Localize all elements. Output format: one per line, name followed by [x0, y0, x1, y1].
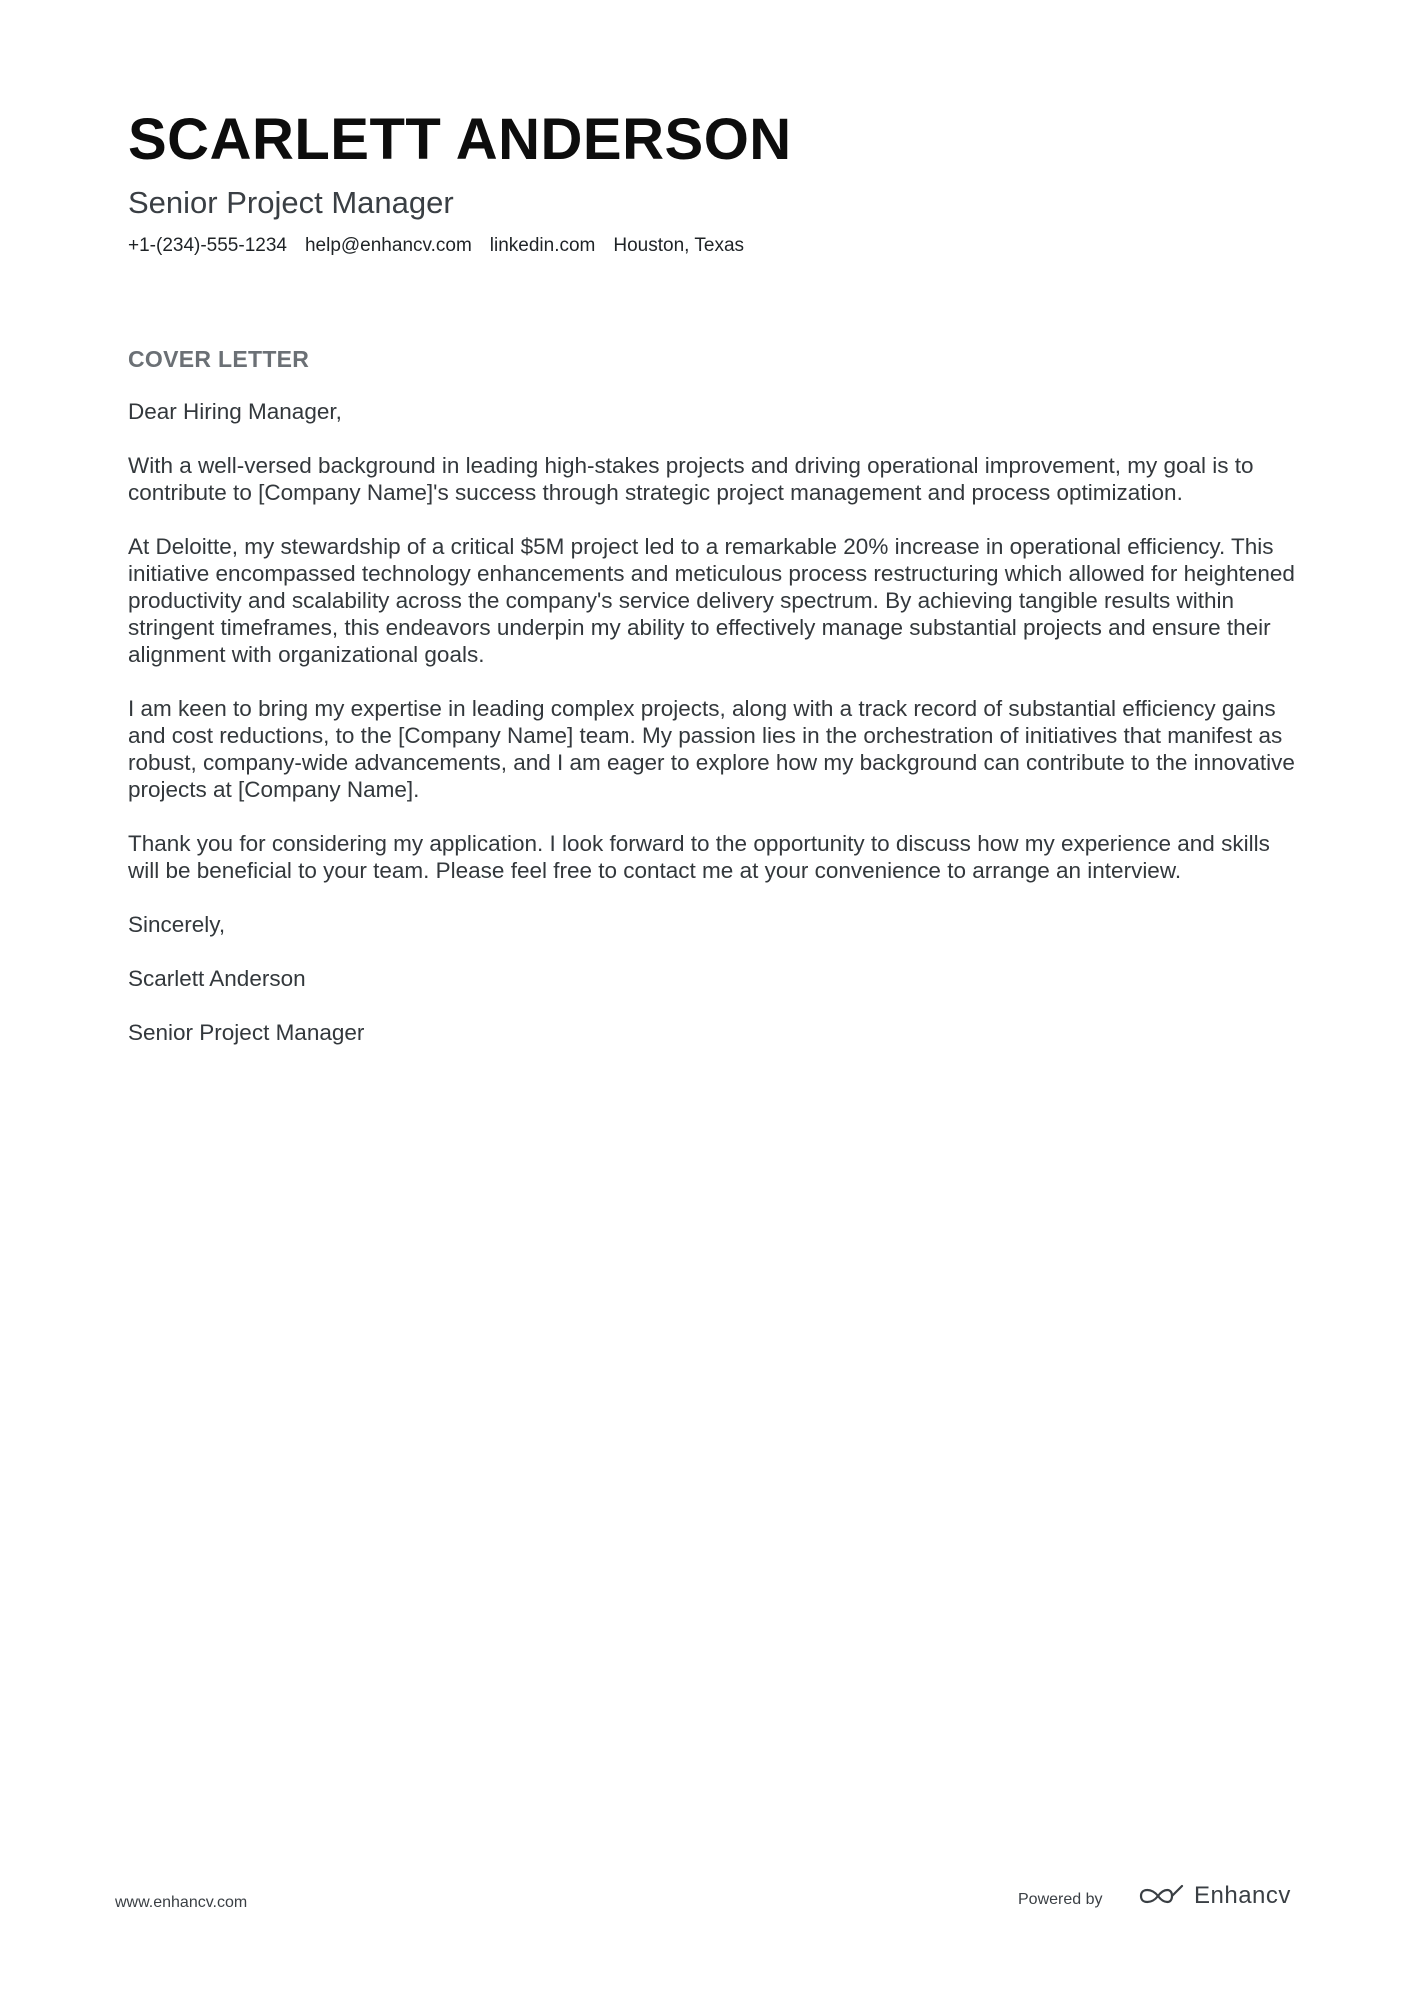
candidate-role: Senior Project Manager [128, 185, 454, 220]
letter-body [128, 398, 1303, 1073]
letter-paragraph: Thank you for considering my application. I look forward to the opportunity to discuss how my experience and skills will be beneficial to your team. Please feel free to contact me at your convenience to arrange an interview. [128, 831, 1270, 883]
signature-name: Scarlett Anderson [128, 966, 306, 991]
footer-website: www.enhancv.com [115, 1894, 248, 1911]
contact-linkedin: linkedin.com [489, 235, 596, 256]
contact-location: Houston, Texas [613, 235, 745, 256]
salutation: Dear Hiring Manager, [128, 399, 342, 424]
enhancv-infinity-logo-icon [1138, 1883, 1186, 1909]
signature-title: Senior Project Manager [128, 1020, 365, 1045]
contact-info [128, 235, 744, 258]
contact-email: help@enhancv.com [304, 235, 472, 256]
letter-paragraph: At Deloitte, my stewardship of a critical $5M project led to a remarkable 20% increase in operational efficiency. This initiative encompassed technology enhancements and meticulous process restructuring which allowed for heightened productivity and scalability across the company's service delivery spectrum. By achieving tangible results within stringent timeframes, this endeavors underpin my ability to effectively manage substantial projects and ensure their alignment with organizational goals. [128, 534, 1295, 667]
section-title: COVER LETTER [128, 346, 310, 372]
letter-paragraph: I am keen to bring my expertise in leading complex projects, along with a track record of substantial efficiency gains and cost reductions, to the [Company Name] team. My passion lies in the orchestration of initiatives that manifest as robust, company-wide advancements, and I am eager to explore how my background can contribute to the innovative projects at [Company Name]. [128, 696, 1295, 802]
contact-phone: +1-(234)-555-1234 [128, 235, 287, 256]
closing: Sincerely, [128, 912, 226, 937]
brand-name: Enhancv [1194, 1882, 1291, 1909]
powered-by-label: Powered by [1018, 1891, 1103, 1908]
letter-paragraph: With a well-versed background in leading high-stakes projects and driving operational improvement, my goal is to contribute to [Company Name]'s success through strategic project management and process optimization. [128, 453, 1254, 505]
candidate-name: SCARLETT ANDERSON [128, 107, 792, 172]
brand [1138, 1882, 1291, 1910]
